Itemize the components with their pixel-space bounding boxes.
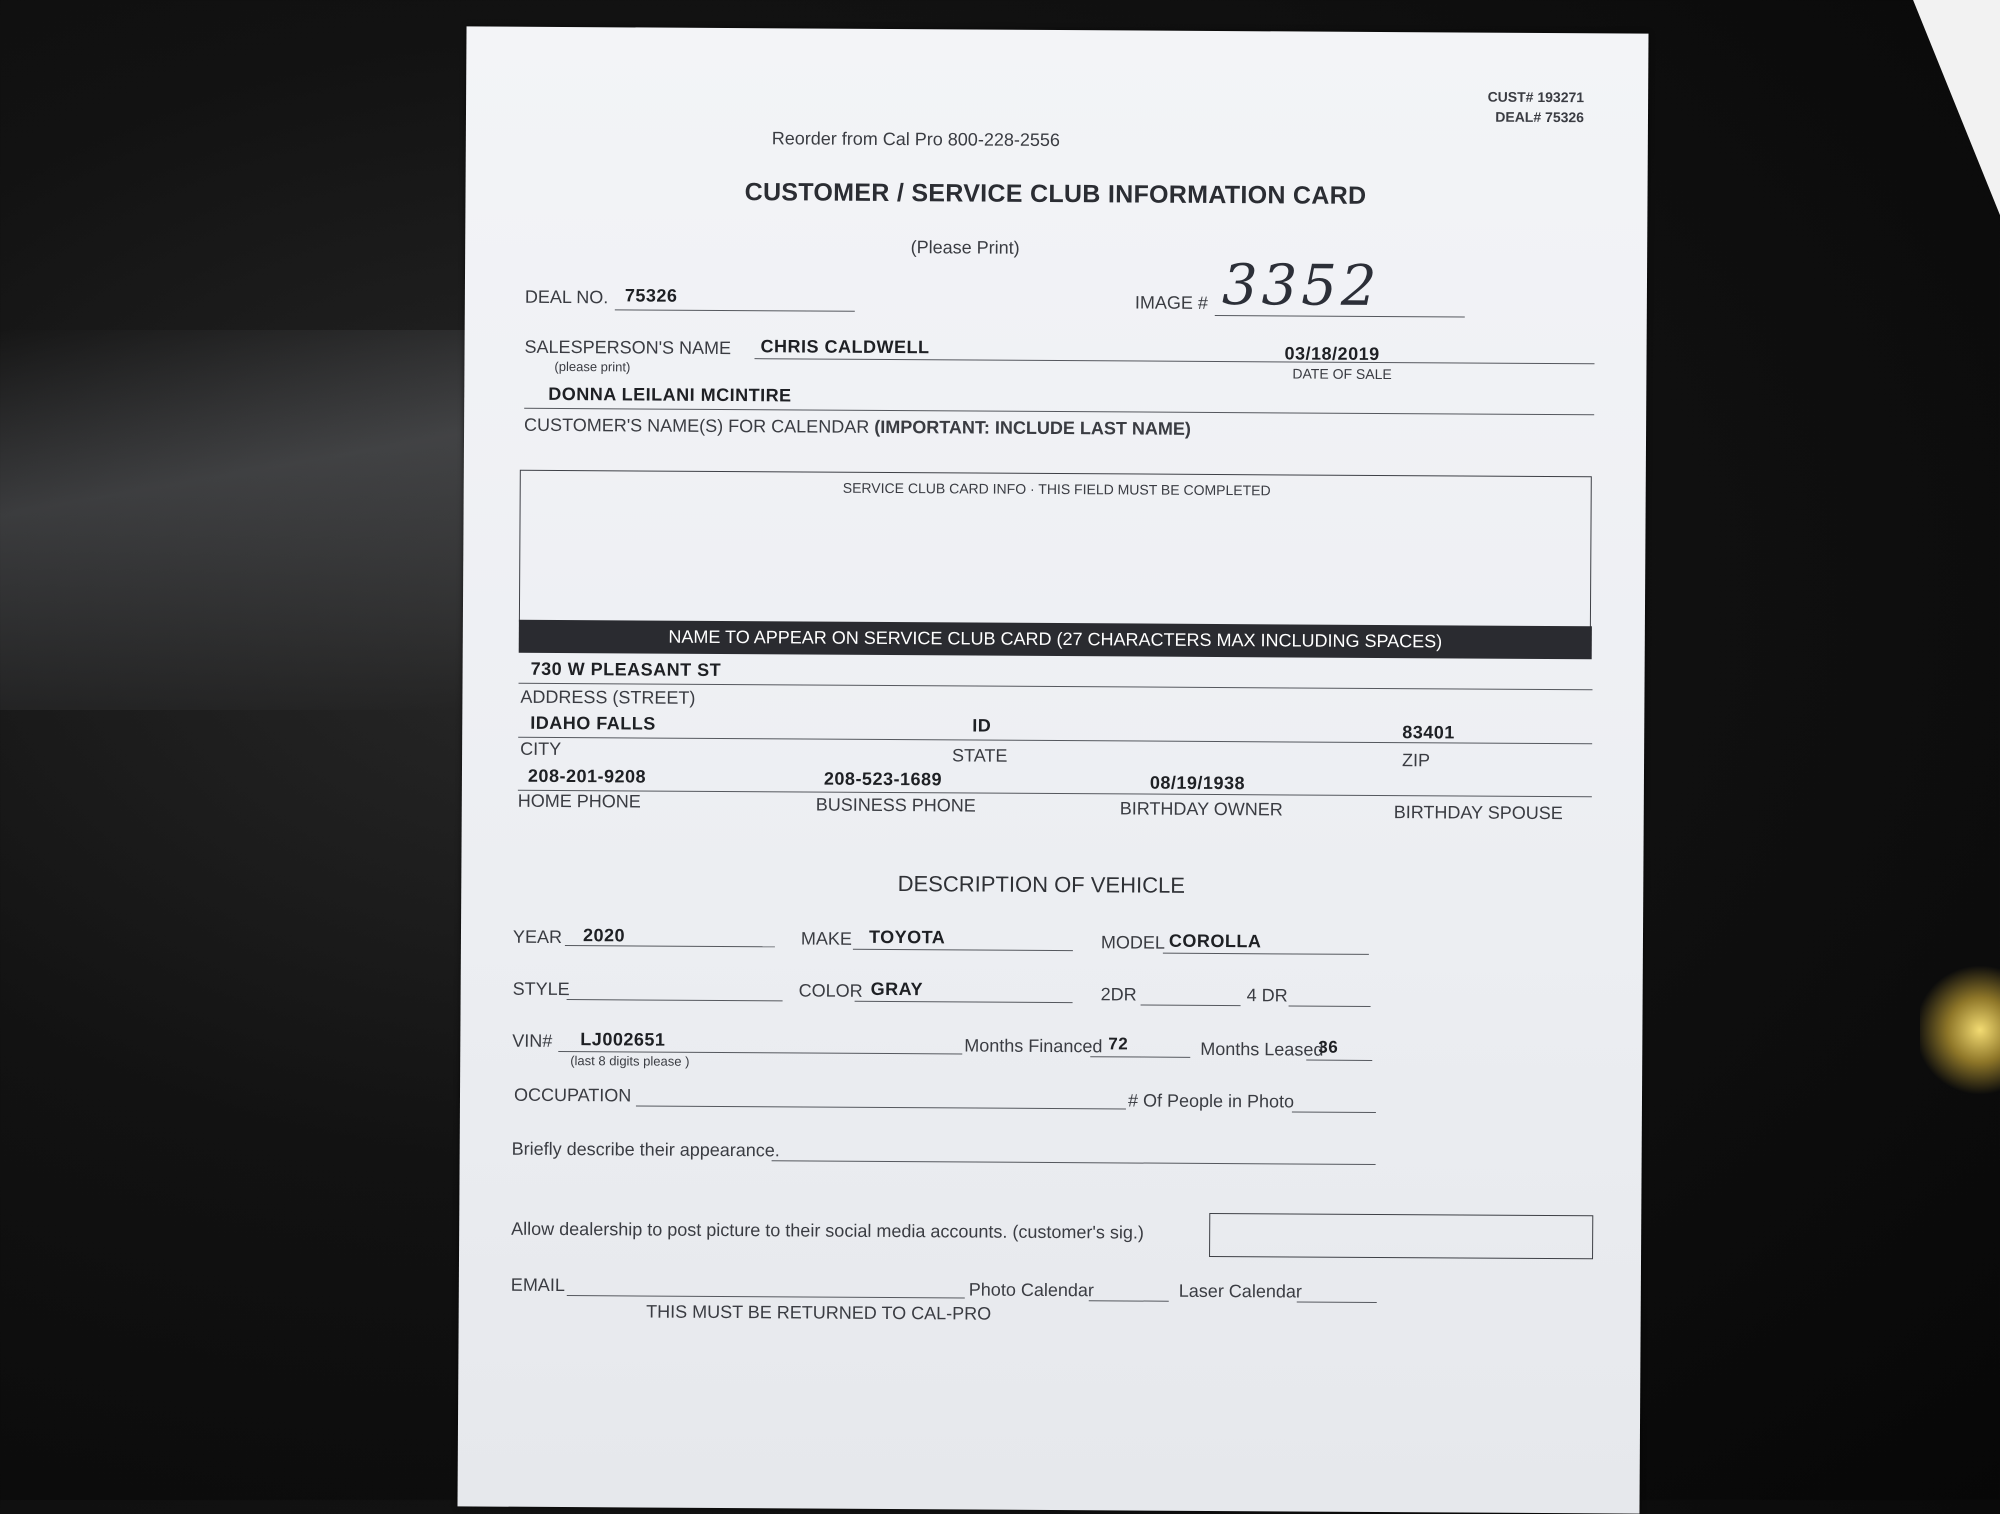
customer-name-label: CUSTOMER'S NAME(S) FOR CALENDAR (IMPORTANT: INCLUDE LAST NAME) [524,414,1191,439]
color-label: COLOR [798,980,863,1001]
vin-label: VIN# [512,1030,553,1051]
please-print-note: (Please Print) [910,237,1020,258]
customer-name-important: (IMPORTANT: INCLUDE LAST NAME) [874,416,1191,439]
please-print-sub: (please print) [554,358,631,375]
2dr-line [1141,1005,1241,1007]
deal-no-label: DEAL NO. [524,286,609,308]
year-value[interactable]: 2020 [582,925,626,946]
birthday-owner-value[interactable]: 08/19/1938 [1149,772,1246,794]
make-line [853,949,1073,951]
city-label: CITY [520,738,562,759]
service-club-header: SERVICE CLUB CARD INFO · THIS FIELD MUST BE COMPLETED [842,479,1271,499]
photo-calendar-label: Photo Calendar [968,1279,1094,1301]
4dr-label: 4 DR [1246,985,1288,1006]
customer-info-card [457,26,1648,1513]
color-line [855,1001,1073,1003]
photo-calendar-line [1089,1300,1169,1301]
months-financed-line [1090,1056,1190,1058]
home-phone-value[interactable]: 208-201-9208 [527,765,647,787]
salesperson-line [755,358,1595,364]
months-financed-value[interactable]: 72 [1108,1034,1129,1054]
model-label: MODEL [1100,932,1166,953]
customer-signature-box[interactable] [1209,1213,1593,1259]
customer-name-value[interactable]: DONNA LEILANI MCINTIRE [548,383,792,406]
reorder-text: Reorder from Cal Pro 800-228-2556 [771,128,1060,151]
people-in-photo-label: # Of People in Photo [1127,1090,1295,1112]
occupation-label: OCCUPATION [513,1084,632,1106]
style-line [567,999,783,1001]
city-value[interactable]: IDAHO FALLS [530,712,656,734]
street-value[interactable]: 730 W PLEASANT ST [530,658,722,680]
appearance-line [772,1160,1376,1165]
months-financed-label: Months Financed [964,1035,1103,1057]
birthday-owner-label: BIRTHDAY OWNER [1119,798,1283,820]
state-label: STATE [952,745,1008,766]
style-label: STYLE [512,978,570,1000]
birthday-spouse-label: BIRTHDAY SPOUSE [1393,802,1563,824]
customer-name-line [524,408,1594,416]
salesperson-label: SALESPERSON'S NAME [524,336,732,359]
people-in-photo-line [1292,1111,1376,1113]
laser-calendar-label: Laser Calendar [1178,1280,1302,1302]
vehicle-section-title: DESCRIPTION OF VEHICLE [897,871,1186,898]
date-of-sale-value[interactable]: 03/18/2019 [1284,343,1380,364]
zip-label: ZIP [1402,750,1431,771]
4dr-line [1289,1005,1371,1007]
occupation-line [636,1105,1126,1109]
light-reflection [1920,960,2000,1100]
image-number-handwritten[interactable]: 3352 [1221,253,1381,319]
model-line [1163,953,1369,955]
deal-number-top: DEAL# 75326 [1495,108,1585,126]
background-paper-corner [1905,0,2000,286]
cust-number: CUST# 193271 [1487,88,1585,106]
make-label: MAKE [800,928,853,949]
vin-value[interactable]: LJ002651 [580,1029,666,1050]
deal-no-line [615,309,855,311]
email-line [567,1295,965,1298]
service-club-name-bar: NAME TO APPEAR ON SERVICE CLUB CARD (27 CHARACTERS MAX INCLUDING SPACES) [519,620,1592,660]
salesperson-value[interactable]: CHRIS CALDWELL [760,336,930,358]
appearance-label: Briefly describe their appearance. [511,1138,780,1161]
background-glare [0,330,470,710]
deal-no-value[interactable]: 75326 [624,285,678,306]
months-leased-value[interactable]: 36 [1318,1037,1339,1057]
year-label: YEAR [512,926,563,948]
color-value[interactable]: GRAY [870,978,924,1000]
state-value[interactable]: ID [972,715,992,736]
email-label: EMAIL [510,1274,565,1296]
months-leased-label: Months Leased [1200,1038,1324,1060]
business-phone-value[interactable]: 208-523-1689 [823,768,943,790]
make-value[interactable]: TOYOTA [868,926,946,948]
return-to-cal-pro: THIS MUST BE RETURNED TO CAL-PRO [646,1301,992,1324]
year-line [565,945,775,947]
phone-line [518,790,1592,798]
2dr-label: 2DR [1100,984,1137,1005]
social-media-label: Allow dealership to post picture to their social media accounts. (customer's sig.) [511,1218,1144,1243]
laser-calendar-line [1297,1301,1377,1302]
form-title: CUSTOMER / SERVICE CLUB INFORMATION CARD [744,178,1367,210]
model-value[interactable]: COROLLA [1168,930,1262,952]
home-phone-label: HOME PHONE [517,790,641,812]
vin-sublabel: (last 8 digits please ) [570,1053,690,1069]
image-label: IMAGE # [1134,292,1208,313]
date-of-sale-label: DATE OF SALE [1292,365,1392,383]
zip-value[interactable]: 83401 [1402,722,1455,743]
business-phone-label: BUSINESS PHONE [815,794,976,816]
months-leased-line [1306,1060,1372,1061]
street-label: ADDRESS (STREET) [520,686,696,708]
